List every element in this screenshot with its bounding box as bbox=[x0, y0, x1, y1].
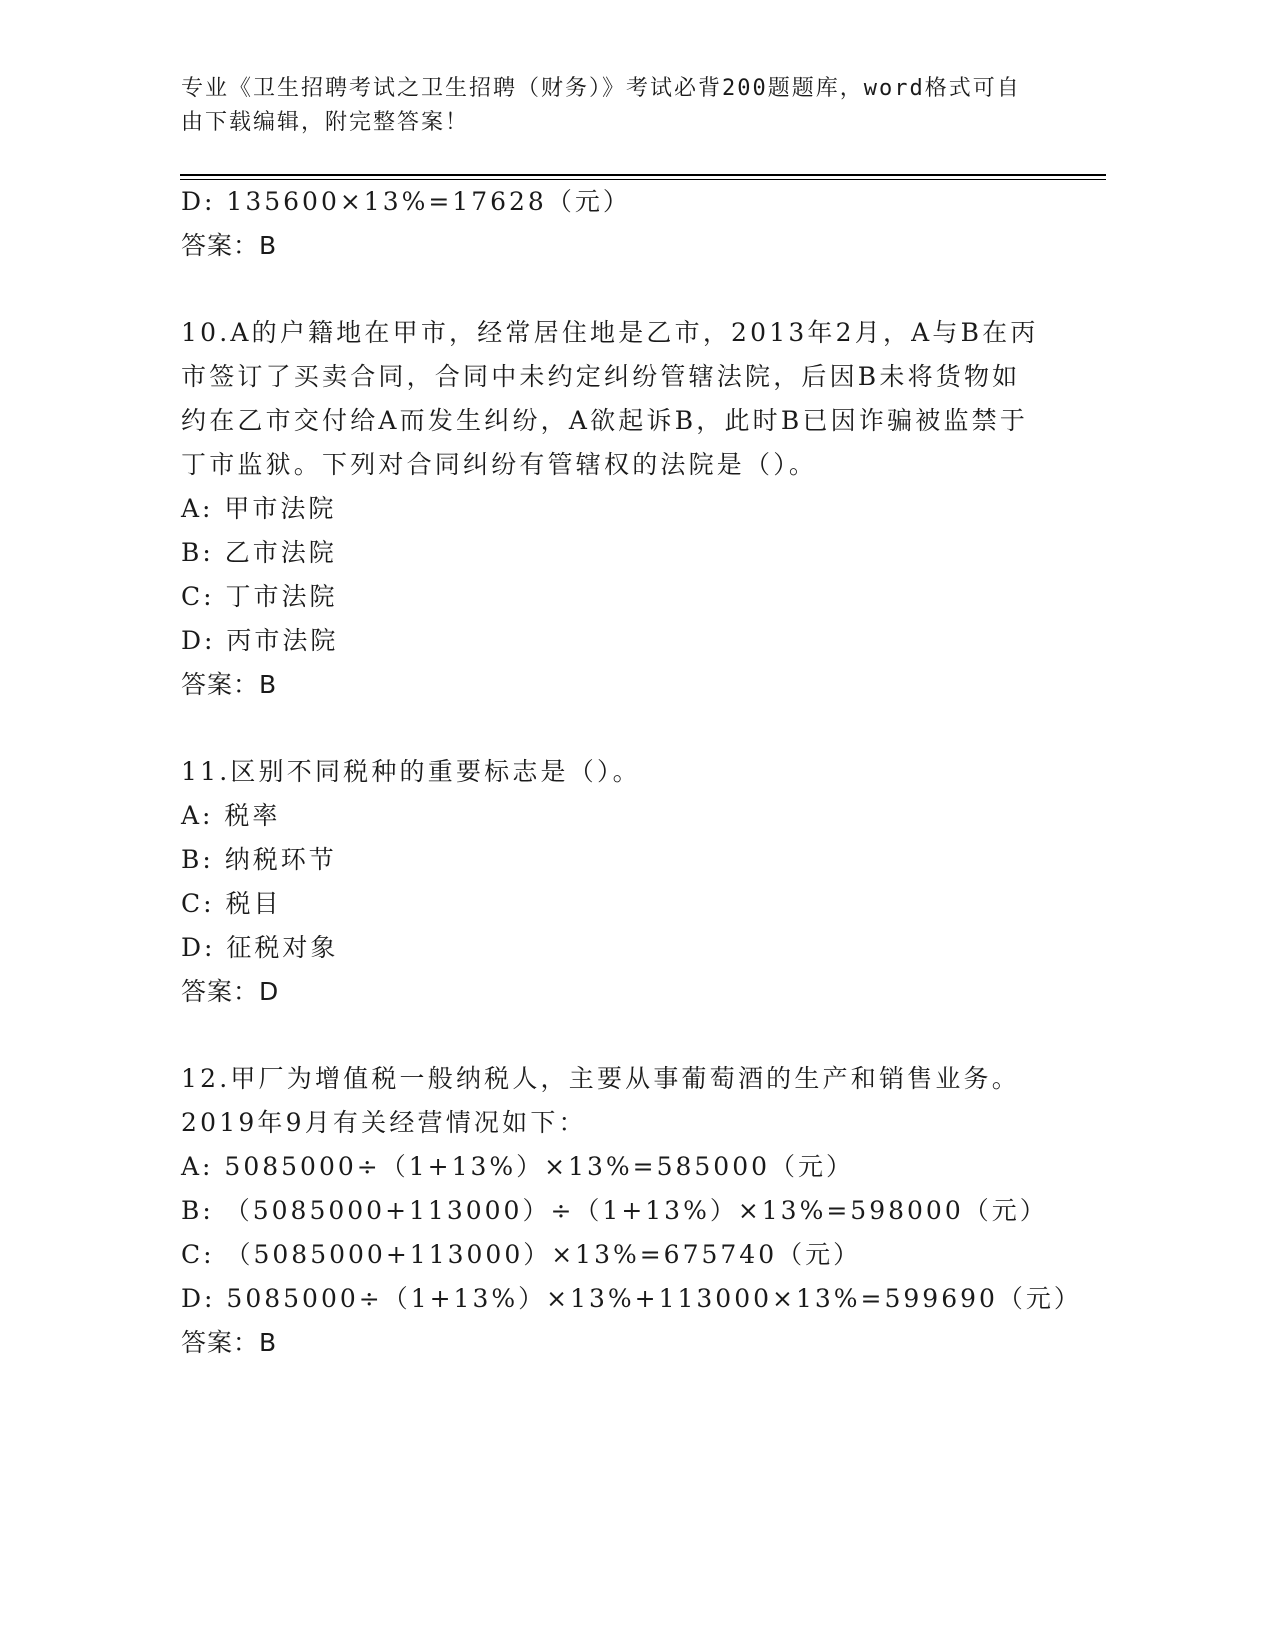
answer-label: 答案：B bbox=[181, 670, 278, 699]
header-line-1: 专业《卫生招聘考试之卫生招聘（财务）》考试必背200题题库，word格式可自 bbox=[181, 76, 1021, 101]
question-line: 市签订了买卖合同，合同中未约定纠纷管辖法院，后因B未将货物如 bbox=[181, 362, 1021, 391]
option-c: C: 丁市法院 bbox=[181, 582, 338, 611]
question-11 bbox=[181, 750, 1041, 1014]
answer-label: 答案：B bbox=[181, 231, 278, 260]
question-text bbox=[181, 311, 1041, 487]
header-divider bbox=[180, 174, 1106, 176]
question-line: 10.A的户籍地在甲市，经常居住地是乙市，2013年2月，A与B在丙 bbox=[181, 318, 1039, 347]
option-d: D: 丙市法院 bbox=[181, 626, 339, 655]
question-text bbox=[181, 1057, 1041, 1145]
answer-label: 答案：B bbox=[181, 1328, 278, 1357]
question-line: 丁市监狱。下列对合同纠纷有管辖权的法院是（）。 bbox=[181, 450, 818, 479]
option-b: B: 乙市法院 bbox=[181, 538, 337, 567]
option-c: C: （5085000+113000）×13%=675740（元） bbox=[181, 1240, 862, 1269]
question-text bbox=[181, 750, 1041, 794]
option-a: A: 甲市法院 bbox=[181, 494, 337, 523]
question-line: 11.区别不同税种的重要标志是（）。 bbox=[181, 757, 641, 786]
question-10 bbox=[181, 311, 1041, 707]
option-c: C: 税目 bbox=[181, 889, 282, 918]
question-line: 约在乙市交付给A而发生纠纷，A欲起诉B，此时B已因诈骗被监禁于 bbox=[181, 406, 1029, 435]
question-12 bbox=[181, 1057, 1082, 1365]
answer-label: 答案：D bbox=[181, 977, 280, 1006]
header-line-2: 由下载编辑，附完整答案！ bbox=[181, 110, 470, 135]
question-list bbox=[181, 180, 1082, 1365]
question-line: 12.甲厂为增值税一般纳税人，主要从事葡萄酒的生产和销售业务。 bbox=[181, 1064, 1020, 1093]
option-a: A: 税率 bbox=[181, 801, 281, 830]
option-b: B: （5085000+113000）÷（1+13%）×13%=598000（元） bbox=[181, 1196, 1048, 1225]
option-b: B: 纳税环节 bbox=[181, 845, 337, 874]
question-line: 2019年9月有关经营情况如下： bbox=[181, 1108, 587, 1137]
option-d: D: 5085000÷（1+13%）×13%+113000×13%=599690（元） bbox=[181, 1284, 1082, 1313]
document-header bbox=[181, 72, 1041, 140]
spacer bbox=[181, 707, 1041, 750]
spacer bbox=[181, 1014, 1041, 1057]
question-9-tail bbox=[181, 180, 1041, 268]
spacer bbox=[181, 268, 1041, 311]
option-d: D: 征税对象 bbox=[181, 933, 339, 962]
option-d: D: 135600×13%=17628（元） bbox=[181, 187, 631, 216]
option-a: A: 5085000÷（1+13%）×13%=585000（元） bbox=[181, 1152, 855, 1181]
